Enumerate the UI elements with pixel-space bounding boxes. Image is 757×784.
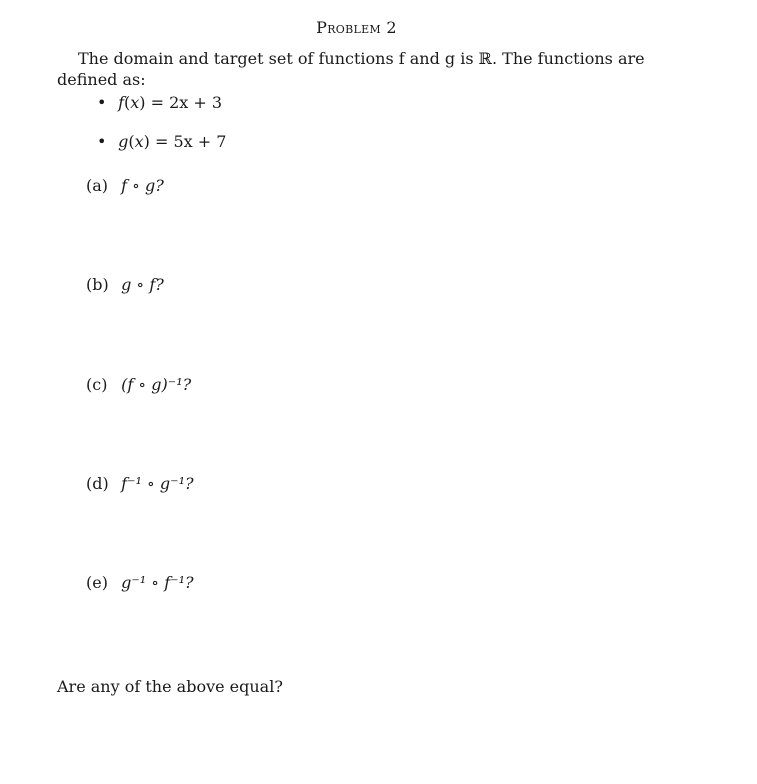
part-a-expression: f ∘ g? bbox=[121, 176, 164, 195]
definition-f bbox=[97, 93, 222, 112]
definition-g-text: g(x) = 5x + 7 bbox=[118, 132, 227, 151]
bullet-icon: • bbox=[97, 93, 107, 112]
problem-title-word: Problem bbox=[316, 18, 381, 37]
part-d-expression: f⁻¹ ∘ g⁻¹? bbox=[121, 474, 194, 493]
part-a bbox=[86, 176, 164, 195]
part-e bbox=[86, 573, 194, 592]
definition-g bbox=[97, 132, 226, 151]
closing-question: Are any of the above equal? bbox=[57, 677, 283, 696]
problem-intro bbox=[57, 48, 662, 90]
definition-f-text: f(x) = 2x + 3 bbox=[118, 93, 223, 112]
part-e-label: (e) bbox=[86, 573, 108, 592]
part-a-label: (a) bbox=[86, 176, 109, 195]
part-b bbox=[86, 275, 164, 294]
part-e-expression: g⁻¹ ∘ f⁻¹? bbox=[121, 573, 194, 592]
bullet-icon: • bbox=[97, 132, 107, 151]
part-d bbox=[86, 474, 194, 493]
part-c-expression: (f ∘ g)⁻¹? bbox=[121, 375, 192, 394]
part-b-expression: g ∘ f? bbox=[121, 275, 164, 294]
part-d-label: (d) bbox=[86, 474, 109, 493]
problem-number: 2 bbox=[386, 18, 397, 37]
part-c bbox=[86, 375, 191, 394]
intro-text: The domain and target set of functions f and g is ℝ. The functions are defined as: bbox=[57, 49, 645, 89]
part-b-label: (b) bbox=[86, 275, 109, 294]
problem-title bbox=[0, 18, 713, 37]
part-c-label: (c) bbox=[86, 375, 108, 394]
